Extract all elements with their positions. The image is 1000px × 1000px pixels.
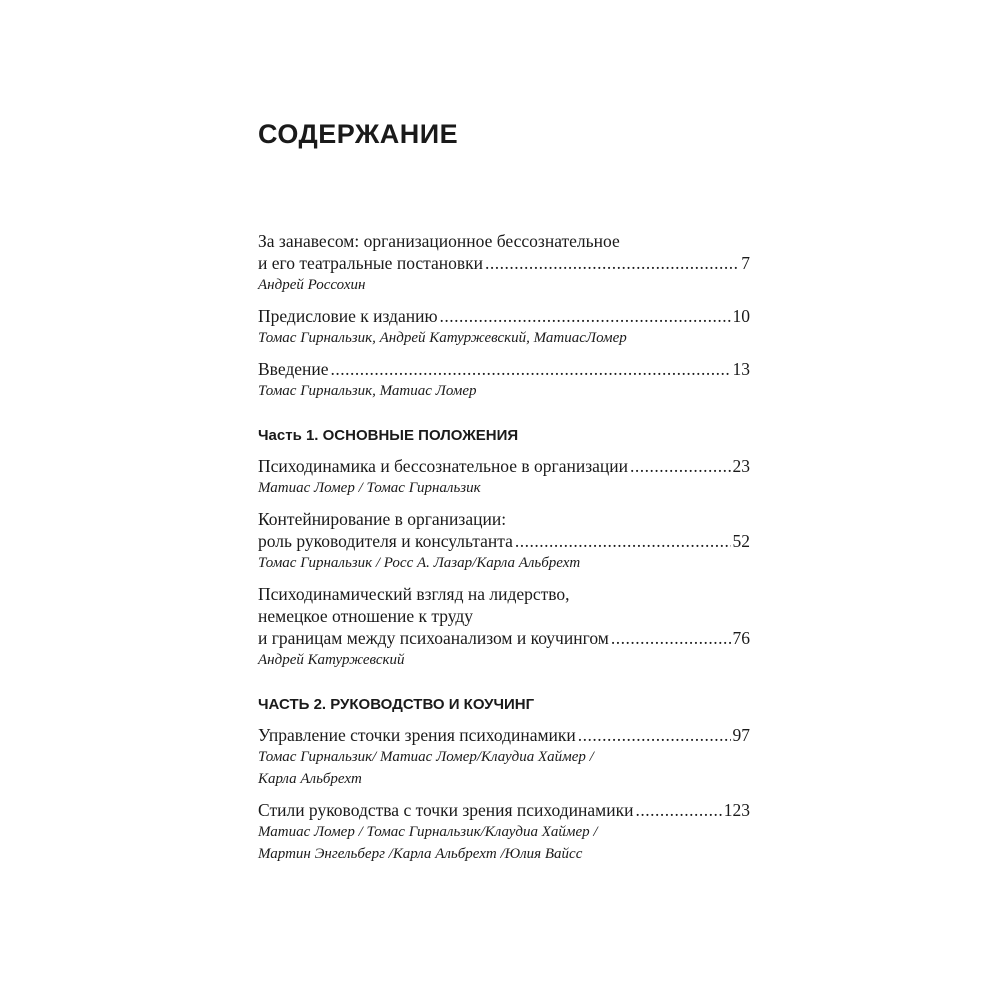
dot-leader [635,799,721,821]
dot-leader [485,252,739,274]
entry-authors: Матиас Ломер / Томас Гирнальзик/Клаудиа Хаймер / [258,824,598,840]
entry-authors: Карла Альбрехт [258,771,362,787]
page-number: 13 [732,359,750,379]
entry-title-last-line [258,627,750,649]
toc-entry-vvedenie [258,358,750,402]
toc-entry-liderstvo [258,583,750,671]
entry-title-last-line [258,305,750,327]
page-number: 97 [732,725,750,745]
dot-leader [440,305,731,327]
page-number: 123 [723,800,750,820]
entry-title-last-line [258,724,750,746]
entry-authors: Томас Гирнальзик / Росс А. Лазар/Карла Альбрехт [258,555,581,571]
entry-title-text: Предисловие к изданию [258,306,438,326]
page-title: СОДЕРЖАНИЕ [258,119,459,149]
page-number: 76 [732,628,750,648]
dot-leader [630,455,730,477]
page-number: 7 [741,253,750,273]
dot-leader [578,724,731,746]
entry-title-text: Стили руководства с точки зрения психодинамики [258,800,634,820]
entry-title-last-line [258,358,750,380]
entry-title-text: Психодинамика и бессознательное в организации [258,456,629,476]
entry-title-text: Введение [258,359,329,379]
entry-title-line: немецкое отношение к труду [258,606,474,626]
entry-authors: Мартин Энгельберг /Карла Альбрехт /Юлия Вайсс [258,846,583,862]
entry-title-last-line [258,799,750,821]
entry-authors: Андрей Россохин [258,277,366,293]
entry-authors: Матиас Ломер / Томас Гирнальзик [258,480,481,496]
page-number: 23 [732,456,750,476]
entry-title-last-line [258,530,750,552]
entry-authors: Томас Гирнальзик/ Матиас Ломер/Клаудиа Хаймер / [258,749,594,765]
page-number: 52 [732,531,750,551]
toc-entry-predislovie [258,305,750,349]
entry-title-text: и его театральные постановки [258,253,484,273]
toc-entry-upravlenie [258,724,750,790]
toc-entry-konteynirovanie [258,508,750,574]
entry-title-line: Психодинамический взгляд на лидерство, [258,584,570,604]
entry-title-last-line [258,252,750,274]
toc-entry-zanavesom [258,230,750,296]
dot-leader [331,358,731,380]
toc-page [258,118,750,865]
dot-leader [611,627,731,649]
entry-title-last-line [258,455,750,477]
table-of-contents [258,230,750,865]
entry-title-text: и границам между психоанализом и коучингом [258,628,609,648]
entry-title-line: Контейнирование в организации: [258,509,507,529]
entry-title-text: роль руководителя и консультанта [258,531,513,551]
toc-entry-stili [258,799,750,865]
entry-title-line: За занавесом: организационное бессознательное [258,231,620,251]
page-number: 10 [732,306,750,326]
part-heading: ЧАСТЬ 2. РУКОВОДСТВО И КОУЧИНГ [258,696,535,713]
entry-title-text: Управление сточки зрения психодинамики [258,725,576,745]
entry-authors: Андрей Катуржевский [258,652,405,668]
entry-authors: Томас Гирнальзик, Матиас Ломер [258,383,477,399]
part-heading: Часть 1. ОСНОВНЫЕ ПОЛОЖЕНИЯ [258,427,519,444]
toc-entry-psihodinamika [258,455,750,499]
entry-authors: Томас Гирнальзик, Андрей Катуржевский, МатиасЛомер [258,330,627,346]
dot-leader [515,530,731,552]
